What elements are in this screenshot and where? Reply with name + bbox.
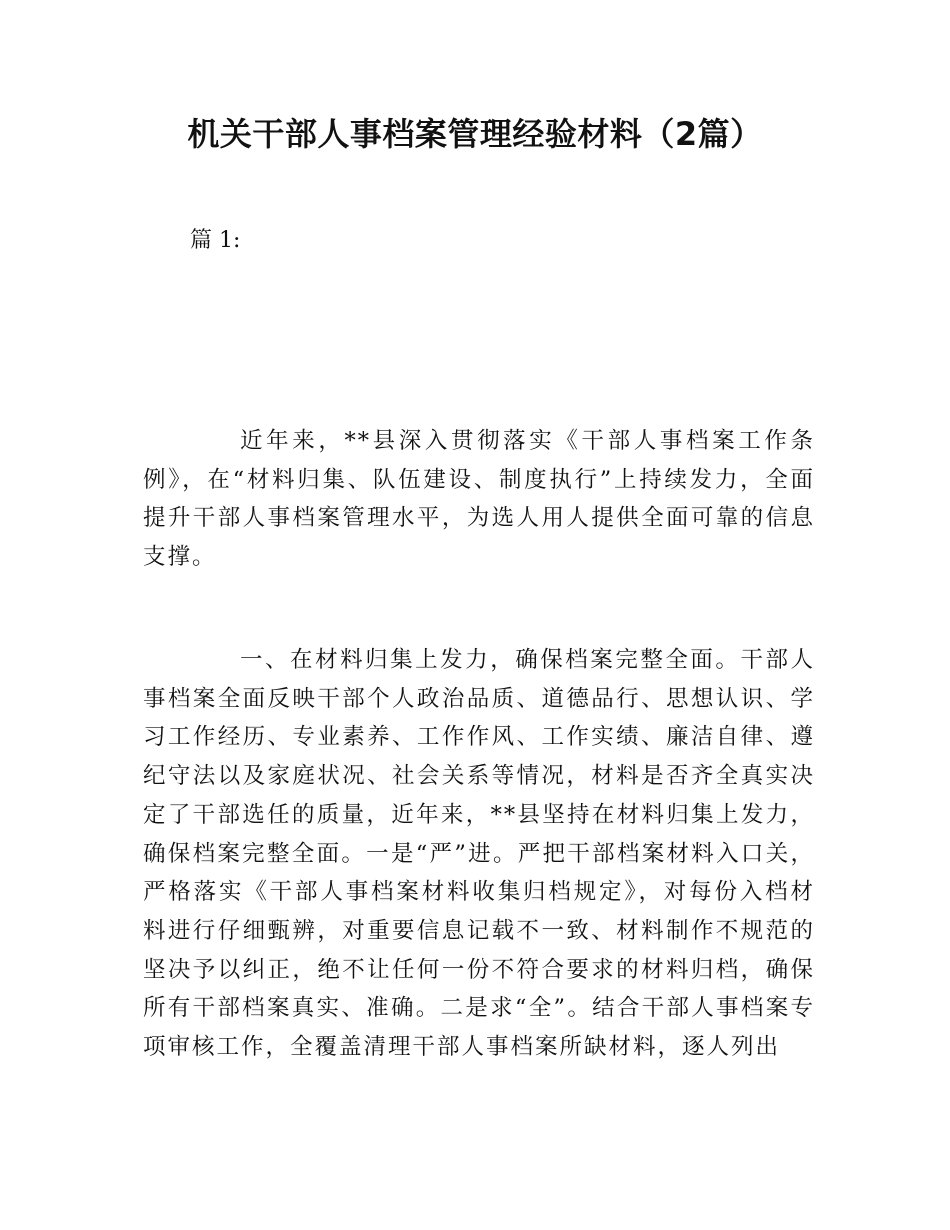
document-title: 机关干部人事档案管理经验材料（2篇） — [187, 115, 763, 153]
body-paragraph-material-collection: 一、在材料归集上发力，确保档案完整全面。干部人事档案全面反映干部个人政治品质、道德品行、思想认识、学习工作经历、专业素养、工作作风、工作实绩、廉洁自律、遵纪守法以及家庭状况、社会关系等情况，材料是否齐全真实决定了干部选任的质量，近年来，**县坚持在材料归集上发力，确保档案完整全面。一是“严”进。严把干部档案材料入口关，严格落实《干部人事档案材料收集归档规定》，对每份入档材料进行仔细甄辨，对重要信息记载不一致、材料制作不规范的坚决予以纠正，绝不让任何一份不符合要求的材料归档，确保所有干部档案真实、准确。二是求“全”。结合干部人事档案专项审核工作，全覆盖清理干部人事档案所缺材料，逐人列出 — [143, 647, 815, 1061]
section-label: 篇 1: — [190, 228, 241, 253]
body-paragraph-intro: 近年来，**县深入贯彻落实《干部人事档案工作条例》，在“材料归集、队伍建设、制度执行”上持续发力，全面提升干部人事档案管理水平，为选人用人提供全面可靠的信息支撑。 — [143, 428, 815, 571]
